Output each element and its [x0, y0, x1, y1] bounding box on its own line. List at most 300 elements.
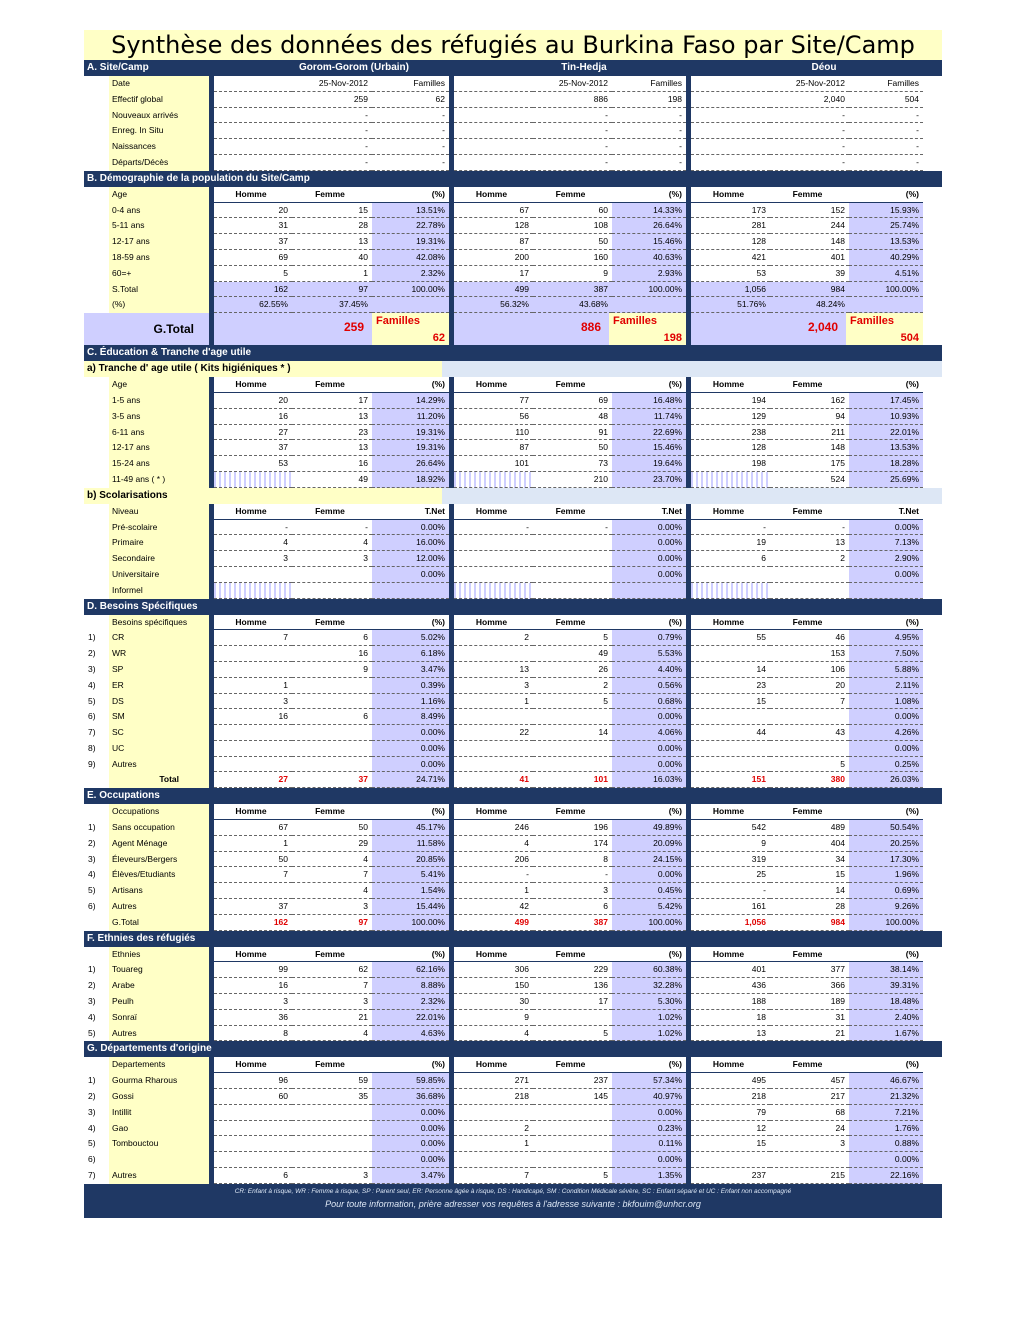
femme-cell: 1	[292, 266, 372, 282]
femme-cell: 46	[770, 630, 849, 646]
percent-cell: 16.00%	[372, 535, 449, 551]
site-block	[454, 709, 686, 725]
femme-cell: -	[533, 155, 612, 171]
homme-cell: 60	[214, 1089, 292, 1105]
site-block	[214, 820, 449, 836]
homme-cell	[214, 472, 292, 488]
femme-cell	[292, 757, 372, 773]
subsection-fill	[442, 488, 942, 504]
femme-cell: 457	[770, 1073, 849, 1089]
femme-cell: 17	[533, 994, 612, 1010]
femme-cell: 3	[292, 994, 372, 1010]
femme-cell	[533, 757, 612, 773]
site-block	[454, 440, 686, 456]
homme-cell: 15	[691, 1136, 770, 1152]
table-header-row	[84, 504, 942, 520]
homme-cell: Homme	[691, 187, 770, 203]
femme-cell	[533, 1152, 612, 1168]
row-label: 5-11 ans	[109, 218, 209, 234]
homme-cell	[454, 1152, 533, 1168]
homme-cell	[454, 155, 533, 171]
percent-cell: 40.29%	[849, 250, 923, 266]
homme-cell: -	[454, 867, 533, 883]
percent-cell: -	[612, 108, 686, 124]
homme-cell: 194	[691, 393, 770, 409]
table-row	[84, 978, 942, 994]
site-block	[691, 1121, 923, 1137]
percent-cell: -	[849, 155, 923, 171]
homme-cell: 56.32%	[454, 297, 533, 313]
femme-cell: -	[292, 123, 372, 139]
percent-cell: 0.00%	[849, 1152, 923, 1168]
row-label: Primaire	[109, 535, 209, 551]
homme-cell: 306	[454, 962, 533, 978]
femme-cell: Femme	[770, 377, 849, 393]
femme-cell: -	[292, 155, 372, 171]
site-block	[691, 1152, 923, 1168]
homme-cell: 3	[214, 551, 292, 567]
homme-cell: Homme	[214, 1057, 292, 1073]
row-number	[84, 520, 109, 536]
section-header: C. Éducation & Tranche d'age utile	[84, 345, 942, 361]
percent-cell: (%)	[612, 947, 686, 963]
percent-cell: 4.40%	[612, 662, 686, 678]
percent-cell: 5.53%	[612, 646, 686, 662]
femme-cell: 6	[533, 899, 612, 915]
femme-cell: 25-Nov-2012	[292, 76, 372, 92]
percent-cell: (%)	[612, 615, 686, 631]
percent-cell: 13.53%	[849, 234, 923, 250]
femme-cell: 886	[533, 92, 612, 108]
site-block	[454, 646, 686, 662]
percent-cell: -	[372, 123, 449, 139]
femme-cell: 6	[292, 630, 372, 646]
percent-cell: 57.34%	[612, 1073, 686, 1089]
homme-cell: 9	[454, 1010, 533, 1026]
percent-cell: 0.00%	[372, 567, 449, 583]
percent-cell: 22.16%	[849, 1168, 923, 1184]
percent-cell: 4.63%	[372, 1026, 449, 1042]
site-block	[691, 425, 923, 441]
homme-cell: 53	[214, 456, 292, 472]
homme-cell: Homme	[214, 804, 292, 820]
table-row	[84, 203, 942, 219]
row-number	[84, 218, 109, 234]
homme-cell	[214, 567, 292, 583]
grand-total-value: 886	[454, 313, 609, 345]
percent-cell: 0.00%	[372, 741, 449, 757]
homme-cell	[691, 123, 770, 139]
percent-cell: (%)	[849, 615, 923, 631]
site-block	[454, 1152, 686, 1168]
femme-cell: 145	[533, 1089, 612, 1105]
homme-cell: 436	[691, 978, 770, 994]
table-row	[84, 234, 942, 250]
percent-cell: 62	[372, 92, 449, 108]
femme-cell: 37	[292, 772, 372, 788]
femme-cell	[533, 741, 612, 757]
site-block	[691, 440, 923, 456]
row-number: 3)	[84, 994, 109, 1010]
femme-cell: Femme	[292, 377, 372, 393]
femme-cell: 17	[292, 393, 372, 409]
site-block	[691, 155, 923, 171]
femme-cell: 106	[770, 662, 849, 678]
homme-cell	[214, 757, 292, 773]
percent-cell: 0.23%	[612, 1121, 686, 1137]
femme-cell: 4	[292, 883, 372, 899]
row-label: Niveau	[109, 504, 209, 520]
row-number: 6)	[84, 709, 109, 725]
femme-cell: 59	[292, 1073, 372, 1089]
femme-cell: 101	[533, 772, 612, 788]
table-row	[84, 709, 942, 725]
table-row	[84, 108, 942, 124]
homme-cell: 9	[691, 836, 770, 852]
site-block	[214, 1105, 449, 1121]
row-label: Age	[109, 187, 209, 203]
table-row	[84, 472, 942, 488]
site-block	[454, 155, 686, 171]
percent-cell: 14.33%	[612, 203, 686, 219]
femme-cell: 387	[533, 282, 612, 298]
homme-cell: 271	[454, 1073, 533, 1089]
percent-cell: 2.32%	[372, 994, 449, 1010]
site-block	[691, 994, 923, 1010]
row-number	[84, 250, 109, 266]
homme-cell: 67	[214, 820, 292, 836]
homme-cell: 129	[691, 409, 770, 425]
homme-cell	[214, 1105, 292, 1121]
site-block	[691, 456, 923, 472]
site-block	[691, 1010, 923, 1026]
percent-cell: -	[372, 155, 449, 171]
femme-cell	[292, 741, 372, 757]
percent-cell: 12.00%	[372, 551, 449, 567]
femme-cell: 29	[292, 836, 372, 852]
site-block	[214, 139, 449, 155]
site-block	[454, 947, 686, 963]
percent-cell: 60.38%	[612, 962, 686, 978]
site-block	[691, 409, 923, 425]
footer-legend: CR: Enfant à risque, WR : Femme à risque, SP : Parent seul, ER: Personne âgée à risque, DS : Handicapé, SM : Condition Médicale sévère, SC : Enfant séparé et UC : Enfant non accompagné	[234, 1187, 792, 1195]
table-row	[84, 1168, 942, 1184]
row-label: Secondaire	[109, 551, 209, 567]
homme-cell: Homme	[454, 187, 533, 203]
homme-cell: Homme	[454, 804, 533, 820]
site-block	[214, 535, 449, 551]
femme-cell: 152	[770, 203, 849, 219]
homme-cell	[691, 757, 770, 773]
femme-cell: 24	[770, 1121, 849, 1137]
row-number	[84, 583, 109, 599]
site-block	[691, 123, 923, 139]
row-number: 4)	[84, 867, 109, 883]
percent-cell: 4.95%	[849, 630, 923, 646]
percent-cell: 0.00%	[612, 757, 686, 773]
percent-cell: 6.18%	[372, 646, 449, 662]
row-number: 4)	[84, 1121, 109, 1137]
site-block	[214, 1089, 449, 1105]
homme-cell: 281	[691, 218, 770, 234]
row-number	[84, 377, 109, 393]
homme-cell: 12	[691, 1121, 770, 1137]
row-label: Autres	[109, 757, 209, 773]
site-block	[691, 757, 923, 773]
femme-cell: 401	[770, 250, 849, 266]
table-row	[84, 725, 942, 741]
homme-cell: Homme	[691, 804, 770, 820]
row-label: Peulh	[109, 994, 209, 1010]
homme-cell: 37	[214, 440, 292, 456]
row-number: 8)	[84, 741, 109, 757]
percent-cell: 0.00%	[849, 567, 923, 583]
homme-cell	[454, 583, 533, 599]
femme-cell: 14	[533, 725, 612, 741]
percent-cell: 0.00%	[612, 1105, 686, 1121]
site-block	[454, 520, 686, 536]
percent-cell: 504	[849, 92, 923, 108]
homme-cell: 20	[214, 203, 292, 219]
homme-cell	[214, 139, 292, 155]
homme-cell	[454, 1105, 533, 1121]
percent-cell: 42.08%	[372, 250, 449, 266]
site-block	[691, 1168, 923, 1184]
percent-cell: 17.45%	[849, 393, 923, 409]
homme-cell	[691, 139, 770, 155]
site-block	[214, 899, 449, 915]
homme-cell: 4	[454, 836, 533, 852]
site-block	[454, 836, 686, 852]
percent-cell: 5.88%	[849, 662, 923, 678]
femme-cell: 60	[533, 203, 612, 219]
femme-cell: 984	[770, 282, 849, 298]
table-row	[84, 630, 942, 646]
percent-cell: 0.45%	[612, 883, 686, 899]
homme-cell: Homme	[691, 377, 770, 393]
homme-cell: 2	[454, 1121, 533, 1137]
table-row	[84, 1136, 942, 1152]
percent-cell: 1.96%	[849, 867, 923, 883]
percent-cell: 50.54%	[849, 820, 923, 836]
site-block	[691, 218, 923, 234]
site-block	[214, 662, 449, 678]
row-number	[84, 535, 109, 551]
homme-cell: 96	[214, 1073, 292, 1089]
site-block	[454, 1105, 686, 1121]
site-block	[454, 218, 686, 234]
femme-cell: -	[770, 123, 849, 139]
site-block	[454, 725, 686, 741]
homme-cell: 1	[454, 694, 533, 710]
site-block	[214, 187, 449, 203]
femme-cell: 387	[533, 915, 612, 931]
table-row	[84, 867, 942, 883]
homme-cell: 7	[214, 867, 292, 883]
site-block	[691, 297, 923, 313]
site-block	[454, 409, 686, 425]
homme-cell: 4	[214, 535, 292, 551]
femme-cell	[770, 709, 849, 725]
femme-cell: 43	[770, 725, 849, 741]
percent-cell: 26.03%	[849, 772, 923, 788]
percent-cell: 24.15%	[612, 852, 686, 868]
site-block	[214, 1073, 449, 1089]
row-number: 9)	[84, 757, 109, 773]
percent-cell: 0.00%	[612, 709, 686, 725]
femme-cell	[292, 1105, 372, 1121]
row-label: Tombouctou	[109, 1136, 209, 1152]
homme-cell: Homme	[214, 947, 292, 963]
site-block	[454, 282, 686, 298]
table-header-row	[84, 615, 942, 631]
site-block	[691, 504, 923, 520]
femme-cell: 48.24%	[770, 297, 849, 313]
percent-cell: (%)	[372, 187, 449, 203]
site-block	[691, 725, 923, 741]
site-block	[214, 804, 449, 820]
percent-cell: 8.88%	[372, 978, 449, 994]
section-header: E. Occupations	[84, 788, 942, 804]
femme-cell	[533, 535, 612, 551]
site-block	[214, 1168, 449, 1184]
femme-cell: 13	[292, 234, 372, 250]
table-row	[84, 1152, 942, 1168]
femme-cell	[533, 1136, 612, 1152]
site-block	[214, 1010, 449, 1026]
homme-cell: 18	[691, 1010, 770, 1026]
table-row	[84, 646, 942, 662]
site-block	[691, 1136, 923, 1152]
percent-cell: 22.78%	[372, 218, 449, 234]
femme-cell: 49	[533, 646, 612, 662]
site-block	[691, 108, 923, 124]
homme-cell	[214, 725, 292, 741]
row-number	[84, 282, 109, 298]
homme-cell	[214, 1136, 292, 1152]
homme-cell	[214, 741, 292, 757]
femme-cell: -	[770, 520, 849, 536]
percent-cell: 1.08%	[849, 694, 923, 710]
site-block	[454, 393, 686, 409]
percent-cell: 0.00%	[612, 867, 686, 883]
percent-cell: 46.67%	[849, 1073, 923, 1089]
table-header-row	[84, 947, 942, 963]
table-row	[84, 139, 942, 155]
femme-cell: 8	[533, 852, 612, 868]
femme-cell: Femme	[533, 947, 612, 963]
row-number	[84, 409, 109, 425]
families-label: Familles	[613, 315, 658, 328]
percent-cell: 5.42%	[612, 899, 686, 915]
row-label: Artisans	[109, 883, 209, 899]
percent-cell: 1.67%	[849, 1026, 923, 1042]
row-number: 1)	[84, 630, 109, 646]
percent-cell: 19.31%	[372, 440, 449, 456]
homme-cell: Homme	[454, 377, 533, 393]
percent-cell: 1.76%	[849, 1121, 923, 1137]
femme-cell: 68	[770, 1105, 849, 1121]
homme-cell	[691, 583, 770, 599]
table-row	[84, 1121, 942, 1137]
percent-cell: 100.00%	[612, 915, 686, 931]
homme-cell	[691, 741, 770, 757]
site-block	[454, 250, 686, 266]
row-number	[84, 76, 109, 92]
site-block	[214, 852, 449, 868]
femme-cell: 9	[533, 266, 612, 282]
femme-cell: 108	[533, 218, 612, 234]
femme-cell: Femme	[292, 504, 372, 520]
femme-cell: 23	[292, 425, 372, 441]
femme-cell: -	[292, 139, 372, 155]
percent-cell: 26.64%	[372, 456, 449, 472]
femme-cell: 34	[770, 852, 849, 868]
femme-cell: 28	[292, 218, 372, 234]
percent-cell: 15.44%	[372, 899, 449, 915]
femme-cell: 35	[292, 1089, 372, 1105]
percent-cell: 22.01%	[372, 1010, 449, 1026]
site-block	[454, 203, 686, 219]
row-label: Gao	[109, 1121, 209, 1137]
row-label: DS	[109, 694, 209, 710]
site-block	[691, 583, 923, 599]
percent-cell: (%)	[372, 615, 449, 631]
homme-cell: Homme	[454, 1057, 533, 1073]
site-block	[214, 725, 449, 741]
site-block	[454, 820, 686, 836]
row-label: Arabe	[109, 978, 209, 994]
site-block	[214, 615, 449, 631]
percent-cell: 0.00%	[612, 567, 686, 583]
row-number	[84, 123, 109, 139]
homme-cell	[454, 108, 533, 124]
row-label: Intillit	[109, 1105, 209, 1121]
footer	[84, 1184, 942, 1218]
site-block	[214, 947, 449, 963]
row-label: Naissances	[109, 139, 209, 155]
femme-cell	[533, 1010, 612, 1026]
table-row	[84, 123, 942, 139]
homme-cell	[214, 76, 292, 92]
femme-cell: Femme	[533, 1057, 612, 1073]
percent-cell: (%)	[612, 804, 686, 820]
row-label: Total	[109, 772, 209, 788]
site-block	[214, 867, 449, 883]
homme-cell: 44	[691, 725, 770, 741]
femme-cell: 4	[292, 852, 372, 868]
homme-cell	[454, 123, 533, 139]
row-number: 3)	[84, 852, 109, 868]
site-block	[214, 678, 449, 694]
site-block	[454, 425, 686, 441]
femme-cell: 4	[292, 535, 372, 551]
site-block	[214, 266, 449, 282]
subsection-label: a) Tranche d' age utile ( Kits higiéniques * )	[84, 361, 442, 377]
homme-cell: 30	[454, 994, 533, 1010]
homme-cell	[454, 139, 533, 155]
femme-cell: 215	[770, 1168, 849, 1184]
site-block	[454, 297, 686, 313]
row-number: 3)	[84, 662, 109, 678]
homme-cell: 16	[214, 409, 292, 425]
percent-cell	[372, 583, 449, 599]
percent-cell: 100.00%	[612, 282, 686, 298]
site-block	[454, 1026, 686, 1042]
row-label: Sans occupation	[109, 820, 209, 836]
row-number: 5)	[84, 694, 109, 710]
site-block	[691, 962, 923, 978]
